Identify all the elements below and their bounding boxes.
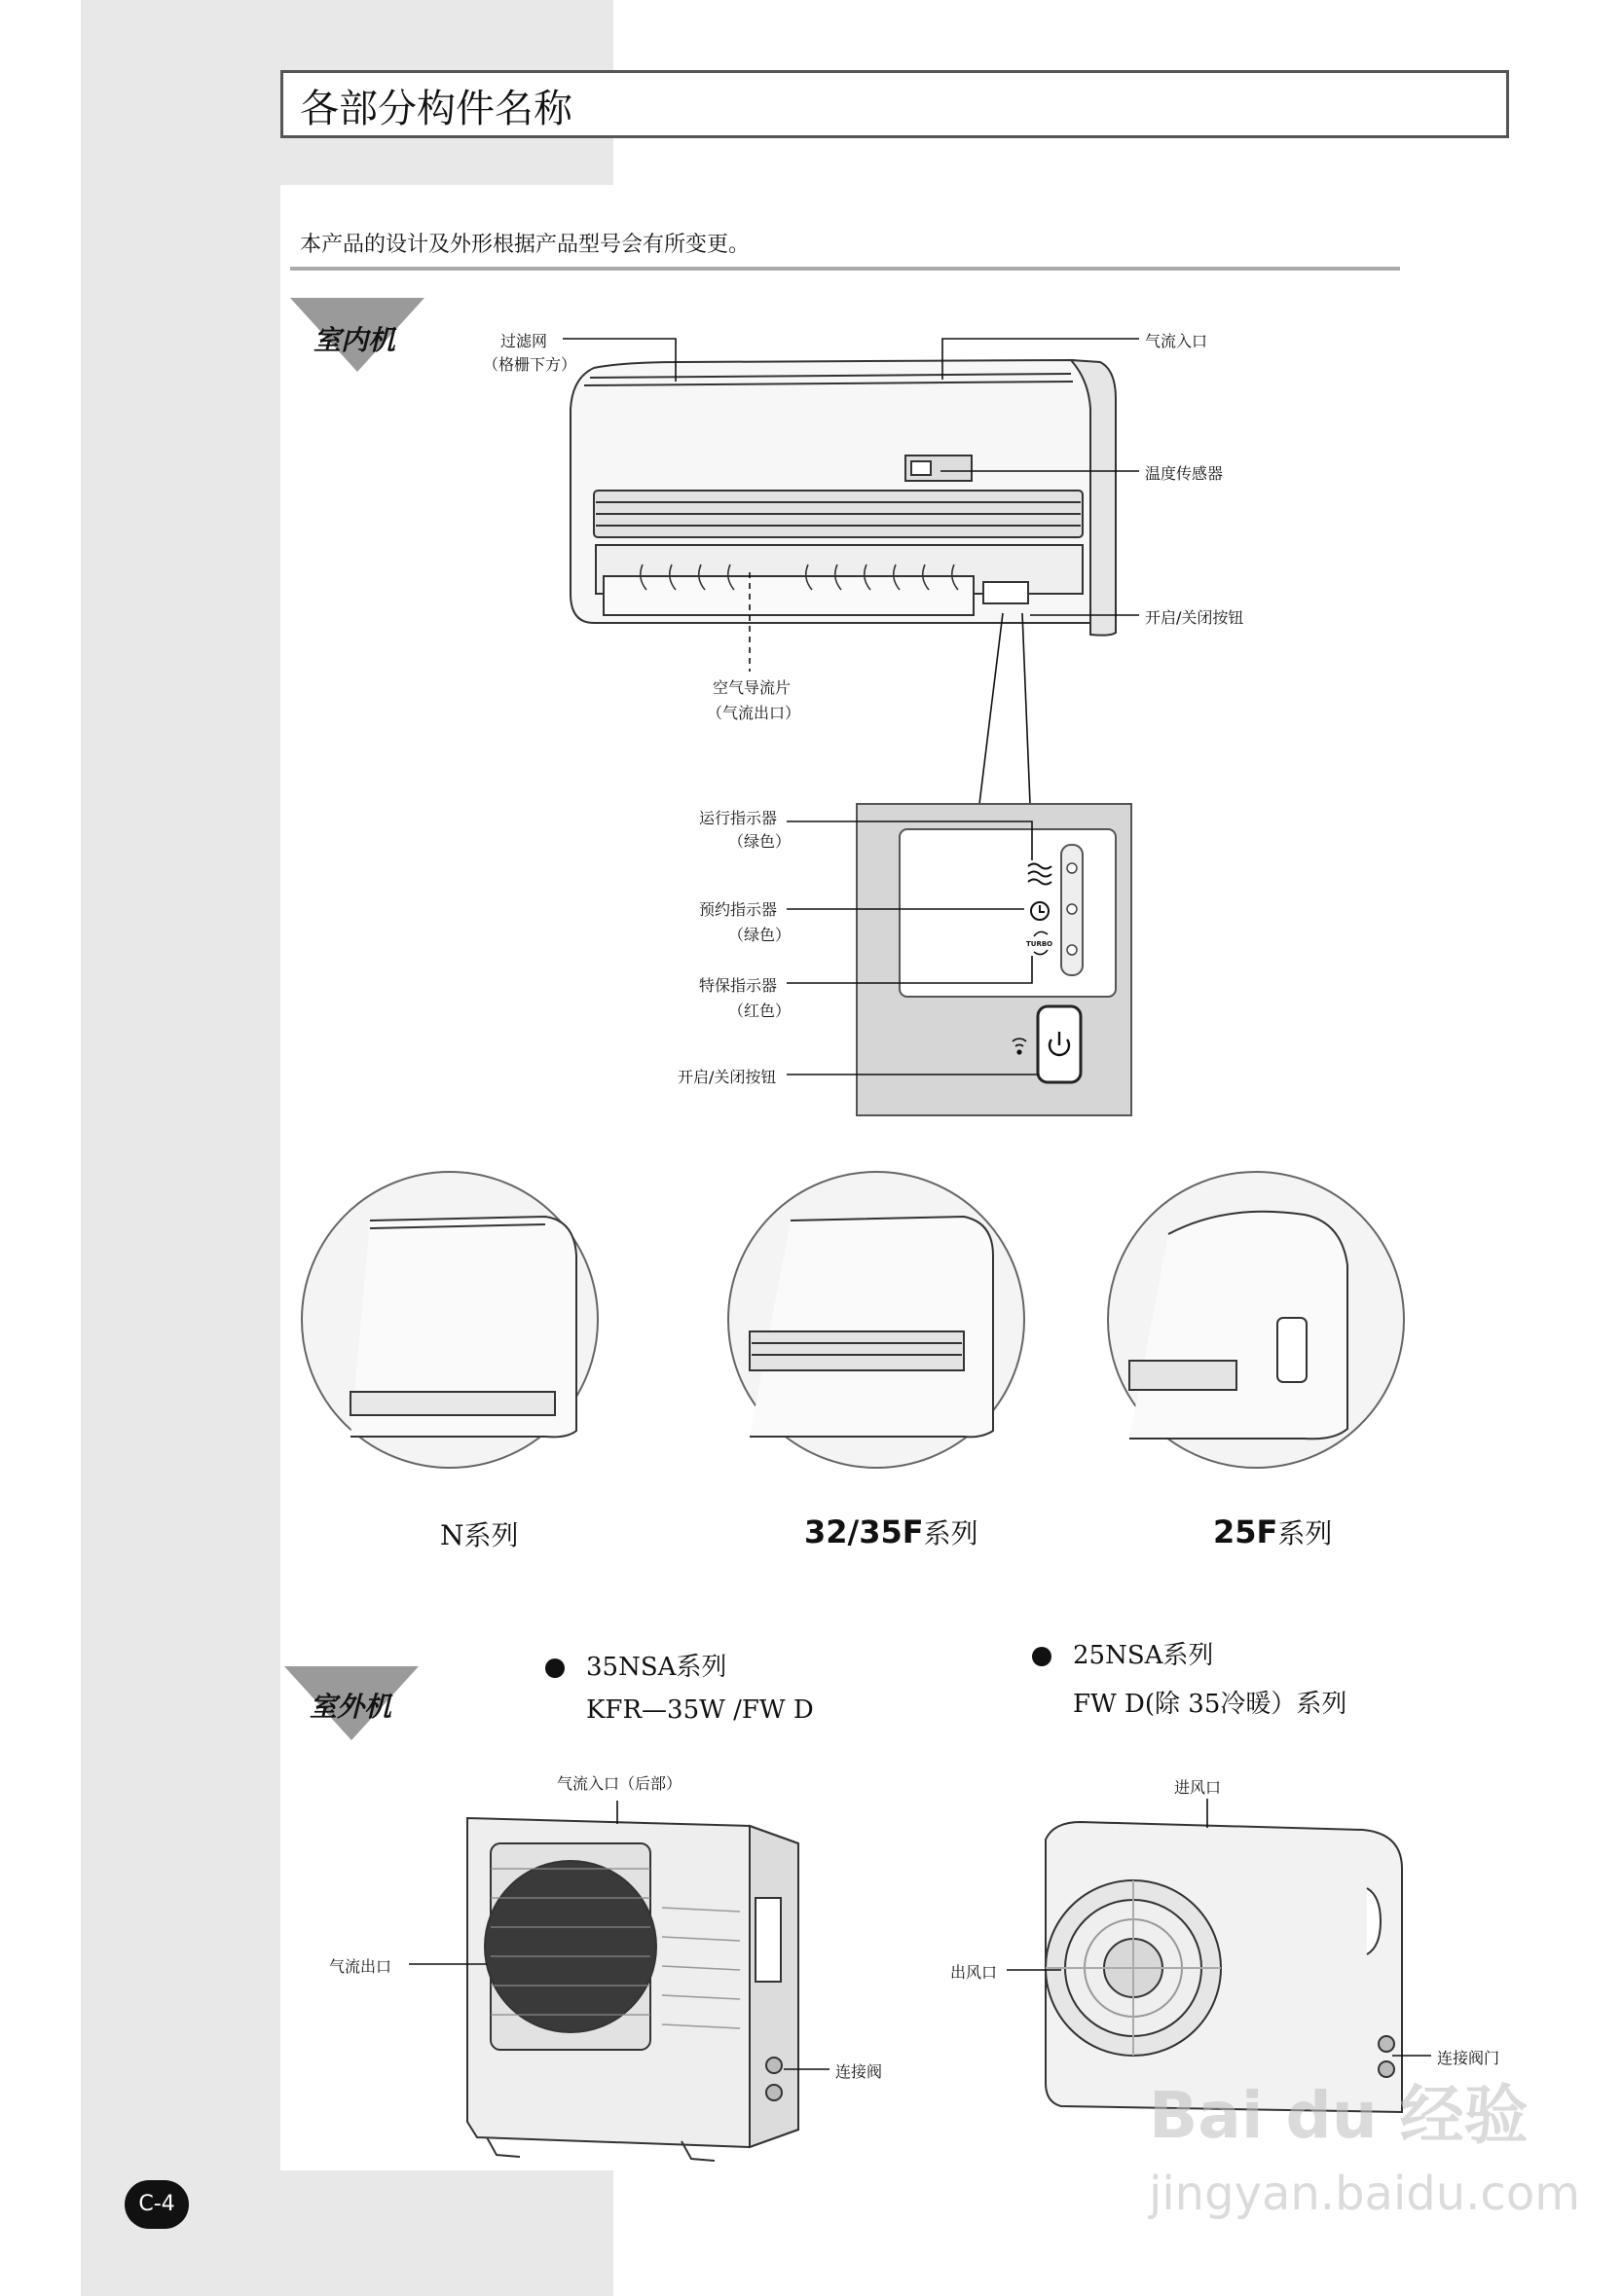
intro-text: 本产品的设计及外形根据产品型号会有所变更。 — [300, 233, 751, 257]
run-indicator-color: （绿色） — [728, 832, 792, 851]
outdoor-left-air-outlet-label: 气流出口 — [329, 1957, 392, 1976]
filter-sub-label: （格栅下方） — [483, 355, 577, 374]
series-3235f-suffix: 系列 — [923, 1517, 978, 1549]
timer-indicator-color: （绿色） — [728, 926, 792, 944]
page-number: C-4 — [125, 2180, 189, 2229]
outdoor-right-inlet-label: 进风口 — [1174, 1778, 1222, 1797]
watermark-logo: Bai du 经验 — [1149, 2078, 1529, 2153]
series-25f-model: 25F — [1213, 1513, 1278, 1550]
bullet-dot — [545, 1658, 565, 1678]
page-title: 各部分构件名称 — [300, 87, 572, 131]
outdoor-left-air-inlet-label: 气流入口（后部） — [557, 1774, 682, 1793]
outdoor-left-bullet — [545, 1647, 726, 1683]
louver-sub-label: （气流出口） — [707, 704, 801, 722]
air-inlet-label: 气流入口 — [1145, 332, 1208, 350]
indoor-unit-illustration — [571, 360, 1116, 636]
outdoor-right-bullet — [1032, 1635, 1213, 1671]
control-panel-zoom — [857, 804, 1131, 1115]
indoor-heading: 室内机 — [313, 324, 396, 356]
outdoor-left-series: 35NSA系列 — [586, 1653, 727, 1682]
bullet-dot — [1032, 1647, 1051, 1666]
outdoor-right-valve-label: 连接阀门 — [1437, 2049, 1500, 2067]
watermark-url: jingyan.baidu.com — [1149, 2167, 1580, 2221]
filter-label: 过滤网 — [500, 332, 548, 350]
timer-indicator-label: 预约指示器 — [699, 900, 778, 919]
outdoor-right-outlet-label: 出风口 — [950, 1963, 998, 1982]
outdoor-right-series: 25NSA系列 — [1073, 1641, 1214, 1670]
series-25f-suffix: 系列 — [1277, 1517, 1333, 1549]
turbo-indicator-color: （红色） — [728, 1002, 792, 1020]
turbo-icon-text: TURBO — [1026, 940, 1053, 948]
turbo-indicator-label: 特保指示器 — [699, 976, 778, 995]
outdoor-heading: 室外机 — [310, 1691, 392, 1723]
outdoor-unit-left — [467, 1818, 798, 2161]
temp-sensor-label: 温度传感器 — [1145, 464, 1224, 483]
series-3235f-label — [804, 1512, 978, 1551]
outdoor-left-valve-label: 连接阀 — [835, 2062, 883, 2081]
outdoor-right-model: FW D(除 35冷暖）系列 — [1073, 1690, 1347, 1719]
outdoor-left-model: KFR—35W /FW D — [586, 1695, 814, 1725]
power-button-label: 开启/关闭按钮 — [1145, 608, 1244, 627]
series-n-label: N系列 — [440, 1519, 519, 1551]
series-details — [350, 1212, 1347, 1440]
series-3235f-model: 32/35F — [804, 1513, 924, 1550]
panel-power-button-label: 开启/关闭按钮 — [678, 1068, 777, 1086]
series-25f-label — [1213, 1512, 1332, 1551]
louver-label: 空气导流片 — [713, 678, 792, 697]
run-indicator-label: 运行指示器 — [699, 809, 778, 827]
